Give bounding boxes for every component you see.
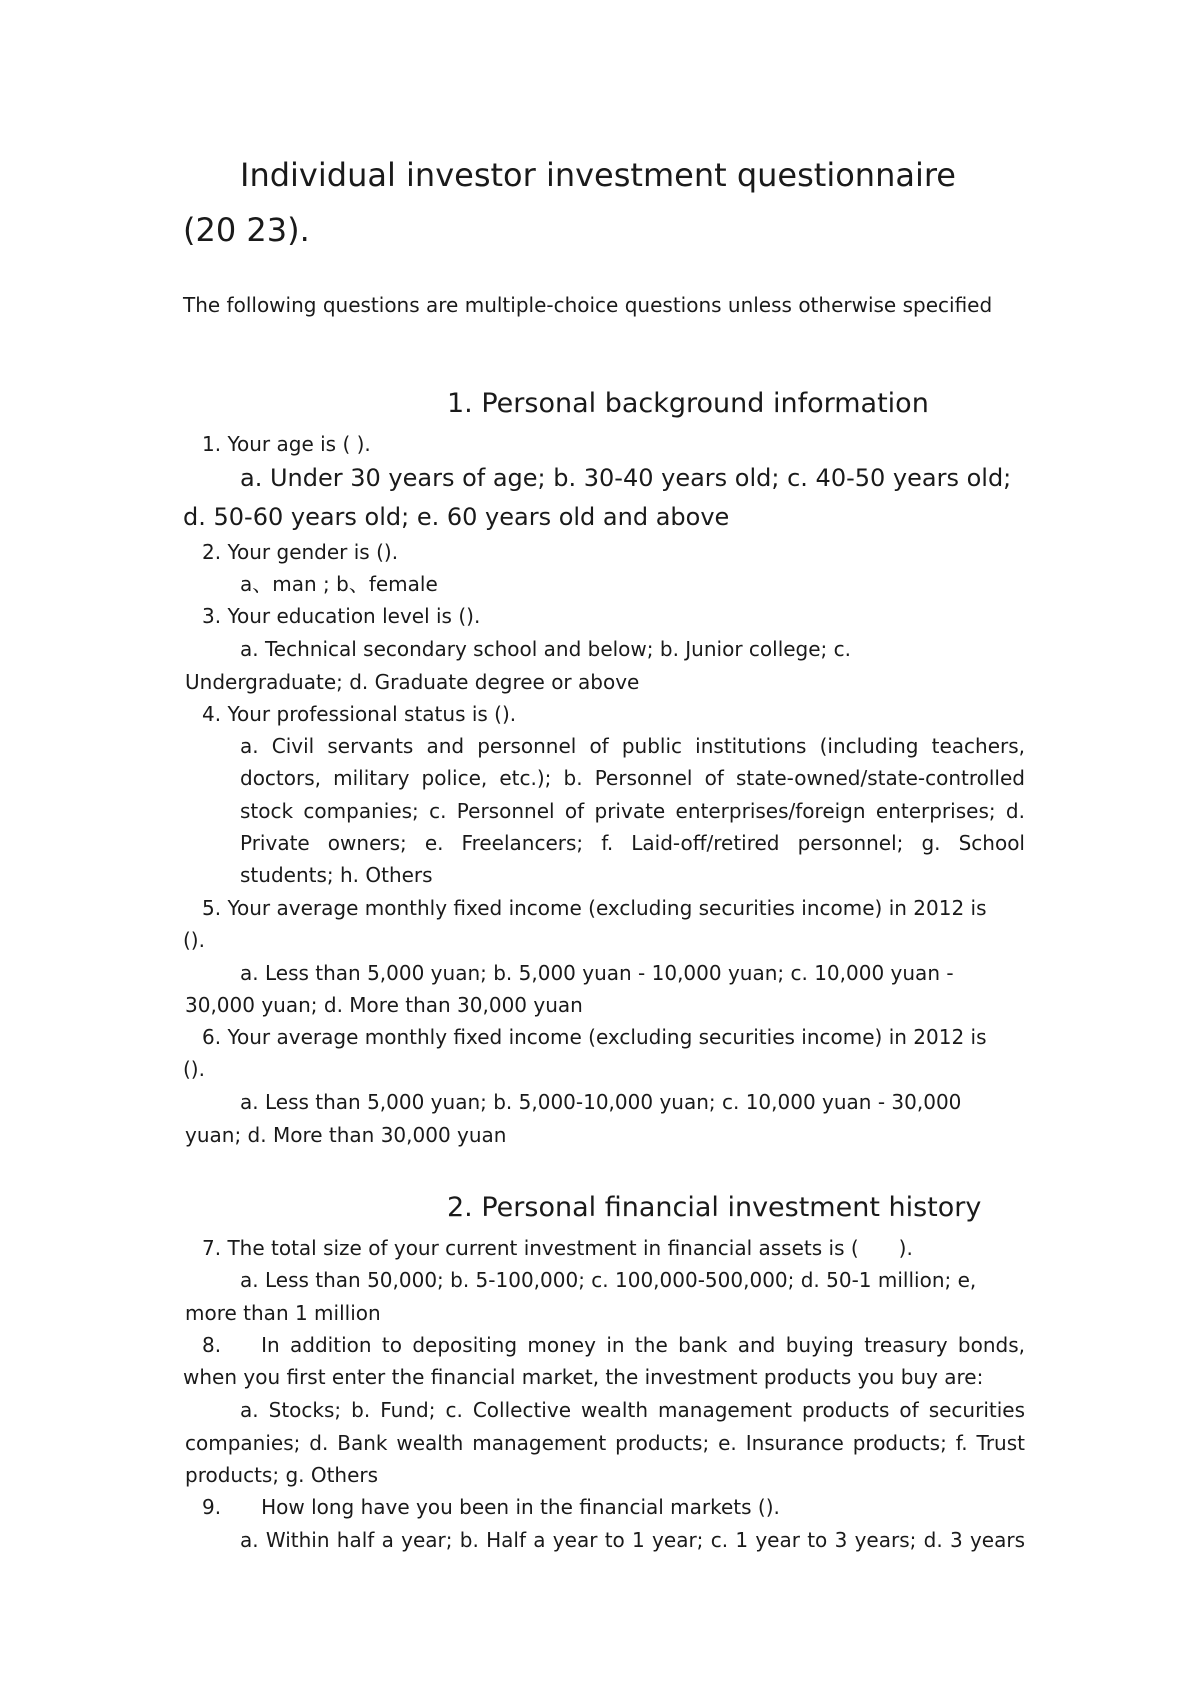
question-8-options-line-1: a. Stocks; b. Fund; c. Collective wealth management products of securities (240, 1398, 1025, 1422)
question-1-options-line-1: a. Under 30 years of age; b. 30-40 years old; c. 40-50 years old; (240, 464, 1012, 492)
question-6-options-line-2: yuan; d. More than 30,000 yuan (185, 1123, 507, 1147)
question-7-options-line-2: more than 1 million (185, 1301, 381, 1325)
question-4: 4. Your professional status is (). (202, 702, 517, 726)
question-7: 7. The total size of your current investment in financial assets is ( ). (202, 1236, 913, 1260)
question-8-options-line-3: products; g. Others (185, 1463, 379, 1487)
section-heading-financial-history: 2. Personal financial investment history (447, 1192, 982, 1223)
question-8-line-1: 8. In addition to depositing money in the bank and buying treasury bonds, (202, 1333, 1025, 1357)
question-6-line-1: 6. Your average monthly fixed income (excluding securities income) in 2012 is (202, 1025, 987, 1049)
question-9-options-line-1: a. Within half a year; b. Half a year to 1 year; c. 1 year to 3 years; d. 3 years (240, 1528, 1025, 1552)
question-5-line-1: 5. Your average monthly fixed income (excluding securities income) in 2012 is (202, 896, 987, 920)
page-title-line-1: Individual investor investment questionnaire (240, 156, 956, 194)
question-6-line-2: (). (183, 1057, 205, 1081)
question-1-options-line-2: d. 50-60 years old; e. 60 years old and above (183, 503, 730, 531)
question-4-options-line-4: Private owners; e. Freelancers; f. Laid-off/retired personnel; g. School (240, 831, 1025, 855)
question-2-options: a、man ; b、female (240, 572, 438, 596)
question-9: 9. How long have you been in the financial markets (). (202, 1495, 780, 1519)
page-title-line-2: (20 23). (183, 211, 310, 249)
question-5-line-2: (). (183, 928, 205, 952)
question-4-options-line-2: doctors, military police, etc.); b. Personnel of state-owned/state-controlled (240, 766, 1025, 790)
question-3: 3. Your education level is (). (202, 604, 481, 628)
question-3-options-line-1: a. Technical secondary school and below; b. Junior college; c. (240, 637, 852, 661)
question-8-line-2: when you first enter the financial market, the investment products you buy are: (183, 1365, 984, 1389)
question-4-options-line-1: a. Civil servants and personnel of public institutions (including teachers, (240, 734, 1025, 758)
question-4-options-line-3: stock companies; c. Personnel of private enterprises/foreign enterprises; d. (240, 799, 1025, 823)
question-3-options-line-2: Undergraduate; d. Graduate degree or above (185, 670, 640, 694)
question-5-options-line-1: a. Less than 5,000 yuan; b. 5,000 yuan - 10,000 yuan; c. 10,000 yuan - (240, 961, 954, 985)
question-8-options-line-2: companies; d. Bank wealth management products; e. Insurance products; f. Trust (185, 1431, 1025, 1455)
question-2: 2. Your gender is (). (202, 540, 399, 564)
section-heading-personal-background: 1. Personal background information (447, 388, 929, 419)
question-5-options-line-2: 30,000 yuan; d. More than 30,000 yuan (185, 993, 583, 1017)
question-4-options-line-5: students; h. Others (240, 863, 433, 887)
question-6-options-line-1: a. Less than 5,000 yuan; b. 5,000-10,000 yuan; c. 10,000 yuan - 30,000 (240, 1090, 962, 1114)
instructions-text: The following questions are multiple-choice questions unless otherwise specified (183, 293, 993, 317)
question-1: 1. Your age is ( ). (202, 432, 371, 456)
question-7-options-line-1: a. Less than 50,000; b. 5-100,000; c. 100,000-500,000; d. 50-1 million; e, (240, 1268, 977, 1292)
